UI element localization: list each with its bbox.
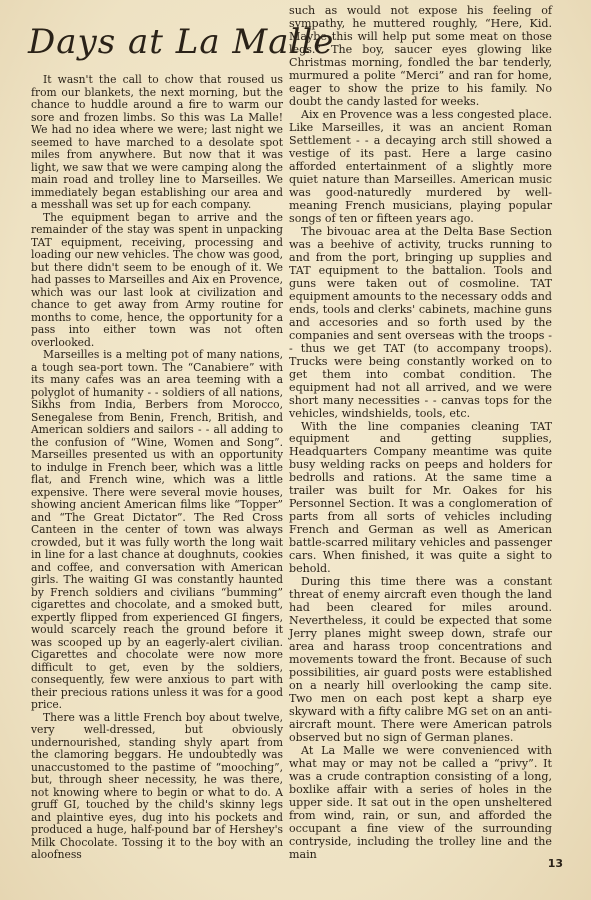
article-title: Days at La Malle <box>28 22 335 62</box>
paragraph: The bivouac area at the Delta Base Section was a beehive of activity, trucks running to and from the port, bringing up supplies and TAT equipment to the battalion. Tools and guns were taken out of cosmoline. TAT equipment amounts to the necessary odds and ends, tools and clerks' cabinets, machine guns and accesories and so forth used by the companies and sent overseas with the troops - - thus we get TAT (to accompany troops). Trucks were being constantly worked on to get them into combat condition. The equipment had not all arrived, and we were short many necessities - - canvas tops for the vehicles, windshields, tools, etc. <box>289 224 552 420</box>
paragraph: Marseilles is a melting pot of many nations, a tough sea-port town. The “Canabiere” with its many cafes was an area teeming with a polyglot of humanity - - soldiers of all nations, Sikhs from India, Berbers from Morocco, Senegalese from Benin, French, British, and American soldiers and sailors - - all adding to the confusion of “Wine, Women and Song”. Marseilles presented us with an opportunity to indulge in French beer, which was a little flat, and French wine, which was a little expensive. There were several movie houses, showing ancient American films like “Topper” and “The Great Dictator”. The Red Cross Canteen in the center of town was always crowded, but it was fully worth the long wait in line for a last chance at doughnuts, cookies and coffee, and conversation with American girls. The waiting GI was constantly haunted by French soldiers and civilians “bumming” cigarettes and chocolate, and a smoked butt, expertly flipped from experienced GI fingers, would scarcely reach the ground before it was scooped up by an eagerly-alert civilian. Cigarettes and chocolate were now more difficult to get, even by the soldiers, consequently, few were anxious to part with their precious rations unless it was for a good price. <box>31 348 283 711</box>
paragraph: It wasn't the call to chow that roused us from our blankets, the next morning, but the chance to huddle around a fire to warm our sore and frozen limbs. So this was La Malle! We had no idea where we were; last night we seemed to have marched to a desolate spot miles from anywhere. But now that it was light, we saw that we were camping along the main road and trolley line to Marseilles. We immediately began establishing our area and a messhall was set up for each company. <box>31 73 283 211</box>
paragraph: At La Malle we were convenienced with what may or may not be called a “privy”. It was a crude contraption consisting of a long, boxlike affair with a series of holes in the upper side. It sat out in the open unsheltered from wind, rain, or sun, and afforded the occupant a fine view of the surrounding contryside, including the trolley line and the main <box>289 744 552 861</box>
paragraph: With the line companies cleaning TAT equipment and getting supplies, Headquarters Company meantime was quite busy welding racks on peeps and holders for bedrolls and rations. At the same time a trailer was built for Mr. Oakes for his Personnel Section. It was a conglomeration of parts from all sorts of vehicles including French and German as well as American battle-scarred military vehicles and passenger cars. When finished, it was quite a sight to behold. <box>289 419 552 576</box>
left-text-column <box>31 74 283 862</box>
page-number: 13 <box>547 857 563 870</box>
paragraph: During this time there was a constant threat of enemy aircraft even though the land had been cleared for miles around. Nevertheless, it could be expected that some Jerry planes might sweep down, strafe our area and harass troop concentrations and movements toward the front. Because of such possibilities, air guard posts were established on a nearly hill overlooking the camp site. Two men on each post kept a sharp eye skyward with a fifty calibre MG set on an anti-aircraft mount. There were American patrols observed but no sign of German planes. <box>289 575 552 745</box>
paragraph: The equipment began to arrive and the remainder of the stay was spent in unpacking TAT equipment, receiving, processing and loading our new vehicles. The chow was good, but there didn't seem to be enough of it. We had passes to Marseilles and Aix en Provence, which was our last look at civilization and chance to get away from Army routine for months to come, hence, the opportunity for a pass into either town was not often overlooked. <box>31 210 283 349</box>
paragraph: such as would not expose his feeling of sympathy, he muttered roughly, “Here, Kid. Maybe this will help put some meat on those legs.” The boy, saucer eyes glowing like Christmas morning, fondled the bar tenderly, murmured a polite “Merci” and ran for home, eager to show the prize to his family. No doubt the candy lasted for weeks. <box>289 4 552 108</box>
right-text-column <box>289 4 552 861</box>
paragraph: Aix en Provence was a less congested place. Like Marseilles, it was an ancient Roman Settlement - - a decaying arch still showed a vestige of its past. Here a large casino afforded entertainment of a slightly more quiet nature than Marseilles. American music was good-naturedly murdered by well-meaning French musicians, playing popular songs of ten or fifteen years ago. <box>289 107 552 225</box>
paragraph: There was a little French boy about twelve, very well-dressed, but obviously undernourished, standing shyly apart from the clamoring beggars. He undoubtedly was unaccustomed to the pastime of “mooching”, but, through sheer necessity, he was there, not knowing where to begin or what to do. A gruff GI, touched by the child's skinny legs and plaintive eyes, dug into his pockets and produced a huge, half-pound bar of Hershey's Milk Chocolate. Tossing it to the boy with an aloofness <box>31 710 283 861</box>
